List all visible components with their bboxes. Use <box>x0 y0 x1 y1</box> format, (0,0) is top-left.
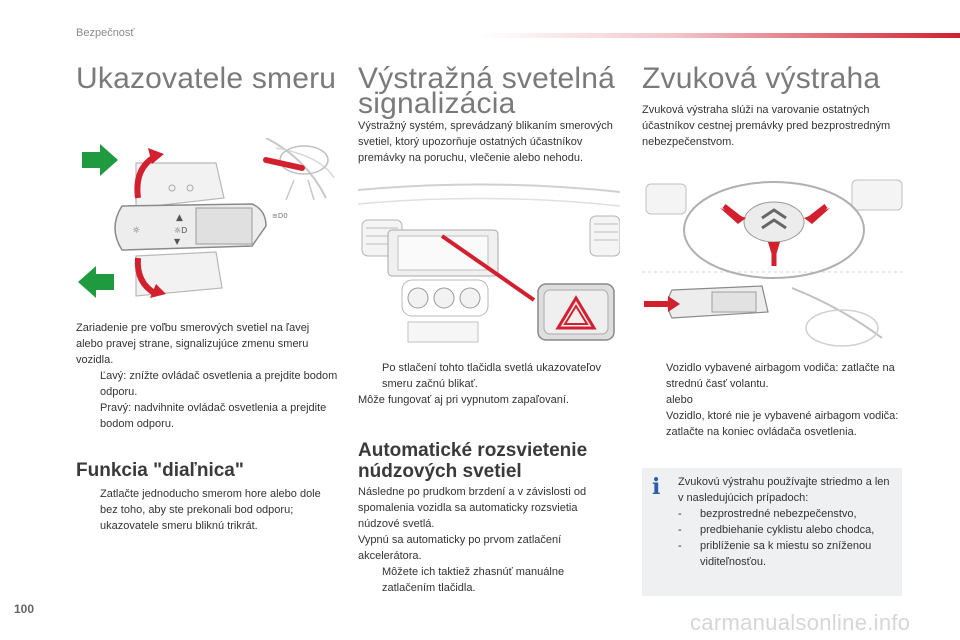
highway-function-bullets <box>76 486 338 534</box>
list-item <box>76 486 338 534</box>
list-item-text: priblíženie sa k miestu so zníženou viditeľnosťou. <box>700 540 872 568</box>
turn-signals-intro: Zariadenie pre voľbu smerových svetiel na ľavej alebo pravej strane, signalizujúce zmenu smeru vozidla. <box>76 322 310 366</box>
turn-signal-stalk-illustration <box>76 138 338 308</box>
list-item-text: Pravý: nadvihnite ovládač osvetlenia a prejdite bodom odporu. <box>100 402 327 430</box>
horn-intro: Zvuková výstraha slúži na varovanie ostatných účastníkov cestnej premávky pred bezprostredným nebezpečenstvom. <box>642 104 891 148</box>
list-item <box>358 360 620 392</box>
list-item-text: Zatlačte jednoducho smerom hore alebo dole bez toho, aby ste prekonali bod odporu; ukazovatele smeru bliknú trikrát. <box>100 488 321 532</box>
list-item <box>642 360 904 392</box>
auto-hazard-para2: Vypnú sa automaticky po prvom zatlačení akcelerátora. <box>358 534 562 562</box>
list-item-text: bezprostredné nebezpečenstvo, <box>700 508 857 520</box>
list-item <box>678 538 896 570</box>
info-lead: Zvukovú výstrahu používajte striedmo a len v nasledujúcich prípadoch: <box>678 476 890 504</box>
horn-info-box <box>642 468 902 596</box>
heading-line: núdzových svetiel <box>358 461 522 482</box>
hazard-button-illustration <box>358 180 620 350</box>
list-item <box>642 408 904 440</box>
header-accent-bar <box>480 33 960 38</box>
page-number: 100 <box>14 602 35 616</box>
svg-text:≡D0: ≡D0 <box>272 212 288 220</box>
list-item <box>76 400 338 432</box>
dash-marker: - <box>678 524 682 536</box>
info-icon: i <box>652 474 661 500</box>
turn-signals-title: Ukazovatele smeru <box>76 62 337 95</box>
list-item-text: Ľavý: znížte ovládač osvetlenia a prejdite bodom odporu. <box>100 370 338 398</box>
list-item <box>678 522 896 538</box>
list-item-text: Vozidlo vybavené airbagom vodiča: zatlačte na strednú časť volantu. <box>666 362 895 390</box>
horn-illustration <box>642 178 904 354</box>
heading-line: Automatické rozsvietenie <box>358 440 588 461</box>
hazard-note: Môže fungovať aj pri vypnutom zapaľovaní. <box>358 394 569 406</box>
svg-text:☼: ☼ <box>132 226 141 236</box>
dash-marker: - <box>678 508 682 520</box>
list-item-text: predbiehanie cyklistu alebo chodca, <box>700 524 875 536</box>
auto-hazard-bullets <box>358 564 620 596</box>
hazard-lights-title <box>358 62 616 120</box>
svg-text:▲: ▲ <box>176 213 183 223</box>
or-text: alebo <box>666 394 693 406</box>
title-line: signalizácia <box>358 87 516 120</box>
turn-signals-bullets <box>76 368 338 432</box>
list-item <box>678 506 896 522</box>
list-item <box>76 368 338 400</box>
hazard-lights-intro: Výstražný systém, sprevádzaný blikaním smerových svetiel, ktorý upozorňuje ostatných účastníkov premávky na poruchu, vlečenie alebo nehodu. <box>358 120 613 164</box>
list-item-text: Môžete ich taktiež zhasnúť manuálne zatlačením tlačidla. <box>382 566 565 594</box>
list-item-text: Vozidlo, ktoré nie je vybavené airbagom vodiča: zatlačte na koniec ovládača osvetlenia. <box>666 410 899 438</box>
horn-title: Zvuková výstraha <box>642 62 881 95</box>
svg-text:▼: ▼ <box>174 237 181 246</box>
svg-text:☼D: ☼D <box>174 226 188 235</box>
horn-bullets <box>642 360 904 440</box>
dash-marker: - <box>678 540 682 552</box>
highway-function-heading: Funkcia "diaľnica" <box>76 460 244 481</box>
watermark: carmanualsonline.info <box>690 610 911 635</box>
list-item <box>358 564 620 596</box>
hazard-bullets <box>358 360 620 392</box>
auto-hazard-para1: Následne po prudkom brzdení a v závislosti od spomalenia vozidla sa automaticky rozsvietia núdzové svetlá. <box>358 486 587 530</box>
auto-hazard-heading <box>358 440 587 482</box>
list-item-text: Po stlačení tohto tlačidla svetlá ukazovateľov smeru začnú blikať. <box>382 362 602 390</box>
info-content <box>678 474 896 570</box>
title-line: Výstražná svetelná <box>358 62 616 95</box>
section-label: Bezpečnosť <box>76 27 135 39</box>
